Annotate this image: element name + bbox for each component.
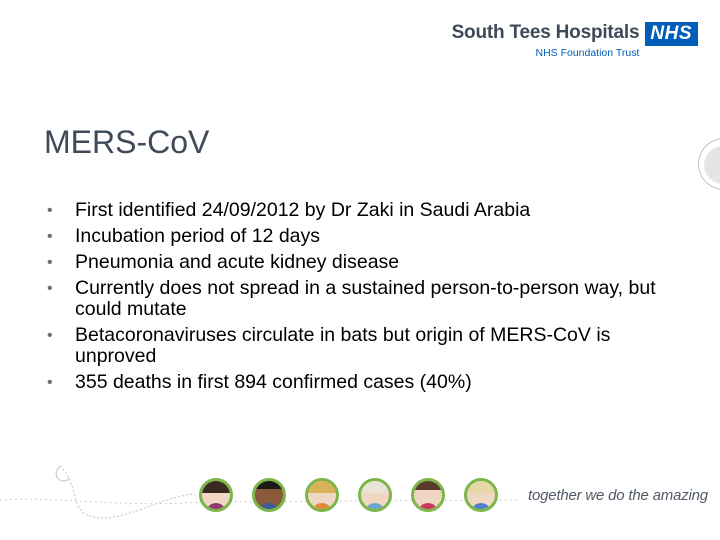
- staff-avatar-icon: [358, 478, 392, 512]
- org-name: South Tees Hospitals: [451, 22, 640, 43]
- bullet-icon: •: [47, 327, 53, 344]
- staff-avatar-icon: [411, 478, 445, 512]
- bullet-item: [42, 226, 662, 247]
- bullet-item: [42, 372, 662, 393]
- footer-tagline: together we do the amazing: [528, 487, 708, 504]
- nhs-badge: NHS: [645, 22, 698, 46]
- bullet-text: Incubation period of 12 days: [75, 225, 321, 247]
- staff-avatar-icon: [199, 478, 233, 512]
- staff-avatar-icon: [252, 478, 286, 512]
- bullet-text: Betacoronaviruses circulate in bats but origin of MERS-CoV is unproved: [75, 324, 611, 367]
- bullet-text: First identified 24/09/2012 by Dr Zaki in Saudi Arabia: [75, 199, 531, 221]
- staff-avatars: [199, 478, 517, 512]
- org-subtitle: NHS Foundation Trust: [535, 47, 640, 59]
- staff-avatar-icon: [305, 478, 339, 512]
- trust-logo: [452, 22, 698, 60]
- bullet-text: Currently does not spread in a sustained person-to-person way, but could mutate: [75, 277, 656, 320]
- slide-title: MERS-CoV: [44, 124, 210, 160]
- bullet-icon: •: [47, 228, 53, 245]
- bullet-item: [42, 252, 662, 273]
- bullet-icon: •: [47, 254, 53, 271]
- bullet-text: 355 deaths in first 894 confirmed cases (40%): [75, 371, 472, 393]
- bullet-icon: •: [47, 374, 53, 391]
- bullet-item: [42, 278, 662, 320]
- bullet-item: [42, 325, 662, 367]
- bullet-item: [42, 200, 662, 221]
- staff-avatar-icon: [464, 478, 498, 512]
- bullet-list: [42, 200, 662, 398]
- bullet-icon: •: [47, 202, 53, 219]
- bullet-icon: •: [47, 280, 53, 297]
- bullet-text: Pneumonia and acute kidney disease: [75, 251, 400, 273]
